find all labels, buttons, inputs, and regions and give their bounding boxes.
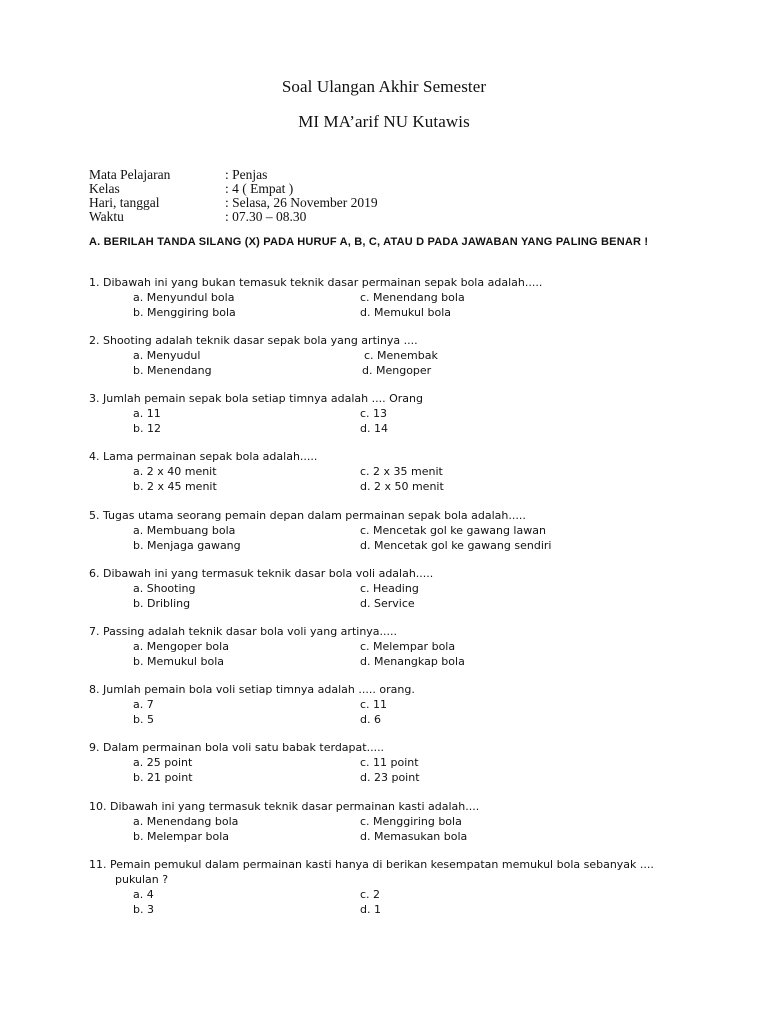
question-item xyxy=(89,275,689,320)
option-row xyxy=(89,902,689,917)
instruction-heading: A. BERILAH TANDA SILANG (X) PADA HURUF A, B, C, ATAU D PADA JAWABAN YANG PALING BENAR ! xyxy=(89,236,649,248)
info-value: : 07.30 – 08.30 xyxy=(225,209,307,224)
option-c: c. 11 xyxy=(360,698,388,711)
info-label: Mata Pelajaran xyxy=(89,167,171,182)
option-c: c. Menggiring bola xyxy=(360,815,462,828)
option-a: a. 2 x 40 menit xyxy=(133,465,217,478)
question-item xyxy=(89,508,689,553)
option-row xyxy=(89,596,689,611)
option-b: b. Menjaga gawang xyxy=(133,539,241,552)
question-item xyxy=(89,740,689,785)
question-text: 3. Jumlah pemain sepak bola setiap timnya adalah .... Orang xyxy=(89,392,423,405)
option-row xyxy=(89,697,689,712)
question-text: 7. Passing adalah teknik dasar bola voli yang artinya..... xyxy=(89,625,398,638)
question-text: 1. Dibawah ini yang bukan temasuk teknik dasar permainan sepak bola adalah..... xyxy=(89,276,543,289)
option-b: b. Melempar bola xyxy=(133,830,230,843)
option-a: a. Menyundul bola xyxy=(133,291,235,304)
option-d: d. Mengoper xyxy=(362,364,432,377)
option-row xyxy=(89,829,689,844)
option-a: a. 4 xyxy=(133,888,154,901)
option-b: b. Menendang xyxy=(133,364,212,377)
question-item xyxy=(89,799,689,844)
option-d: d. 2 x 50 menit xyxy=(360,480,444,493)
option-d: d. Service xyxy=(360,597,415,610)
info-value: : 4 ( Empat ) xyxy=(225,181,294,196)
question-text: 10. Dibawah ini yang termasuk teknik dasar permainan kasti adalah.... xyxy=(89,800,480,813)
info-value: : Penjas xyxy=(225,167,268,182)
option-row xyxy=(89,290,689,305)
question-text: 8. Jumlah pemain bola voli setiap timnya adalah ..... orang. xyxy=(89,683,415,696)
option-row xyxy=(89,406,689,421)
option-row xyxy=(89,654,689,669)
option-c: c. Mencetak gol ke gawang lawan xyxy=(360,524,546,537)
question-text: 11. Pemain pemukul dalam permainan kasti hanya di berikan kesempatan memukul bola sebanyak .... xyxy=(89,858,654,871)
option-row xyxy=(89,887,689,902)
option-d: d. Memukul bola xyxy=(360,306,451,319)
option-b: b. 2 x 45 menit xyxy=(133,480,217,493)
question-item xyxy=(89,333,689,378)
option-a: a. Membuang bola xyxy=(133,524,236,537)
question-item xyxy=(89,682,689,727)
option-row xyxy=(89,421,689,436)
option-row xyxy=(89,479,689,494)
option-a: a. 11 xyxy=(133,407,161,420)
option-b: b. Memukul bola xyxy=(133,655,224,668)
option-d: d. 1 xyxy=(360,903,381,916)
question-text: 2. Shooting adalah teknik dasar sepak bola yang artinya .... xyxy=(89,334,418,347)
option-row xyxy=(89,305,689,320)
option-row xyxy=(89,523,689,538)
option-a: a. 25 point xyxy=(133,756,193,769)
option-a: a. Menendang bola xyxy=(133,815,239,828)
info-value: : Selasa, 26 November 2019 xyxy=(225,195,378,210)
option-c: c. Menendang bola xyxy=(360,291,465,304)
option-row xyxy=(89,639,689,654)
question-item xyxy=(89,857,689,917)
option-d: d. Mencetak gol ke gawang sendiri xyxy=(360,539,552,552)
question-text-continued: pukulan ? xyxy=(115,873,169,886)
option-row xyxy=(89,770,689,785)
option-c: c. Menembak xyxy=(364,349,438,362)
question-text: 6. Dibawah ini yang termasuk teknik dasar bola voli adalah..... xyxy=(89,567,434,580)
option-b: b. Dribling xyxy=(133,597,191,610)
option-row xyxy=(89,464,689,479)
option-a: a. Shooting xyxy=(133,582,196,595)
option-a: a. Mengoper bola xyxy=(133,640,229,653)
question-item xyxy=(89,391,689,436)
page-title: Soal Ulangan Akhir Semester xyxy=(281,77,487,96)
option-a: a. 7 xyxy=(133,698,154,711)
option-d: d. 6 xyxy=(360,713,381,726)
info-label: Kelas xyxy=(89,181,120,196)
option-c: c. Heading xyxy=(360,582,419,595)
option-row xyxy=(89,538,689,553)
question-item xyxy=(89,566,689,611)
question-text: 5. Tugas utama seorang pemain depan dalam permainan sepak bola adalah..... xyxy=(89,509,526,522)
option-c: c. Melempar bola xyxy=(360,640,456,653)
option-d: d. Memasukan bola xyxy=(360,830,468,843)
option-row xyxy=(89,712,689,727)
option-b: b. 5 xyxy=(133,713,154,726)
option-a: a. Menyudul xyxy=(133,349,201,362)
option-d: d. 23 point xyxy=(360,771,420,784)
option-row xyxy=(89,755,689,770)
option-row xyxy=(89,581,689,596)
option-c: c. 2 xyxy=(360,888,381,901)
option-row xyxy=(89,348,689,363)
option-row xyxy=(89,363,689,378)
option-b: b. 3 xyxy=(133,903,154,916)
option-d: d. 14 xyxy=(360,422,388,435)
option-c: c. 2 x 35 menit xyxy=(360,465,443,478)
question-text: 4. Lama permainan sepak bola adalah..... xyxy=(89,450,318,463)
question-item xyxy=(89,449,689,494)
question-text: 9. Dalam permainan bola voli satu babak terdapat..... xyxy=(89,741,385,754)
option-c: c. 13 xyxy=(360,407,388,420)
option-d: d. Menangkap bola xyxy=(360,655,465,668)
option-b: b. 21 point xyxy=(133,771,193,784)
question-item xyxy=(89,624,689,669)
info-label: Hari, tanggal xyxy=(89,195,160,210)
option-row xyxy=(89,814,689,829)
option-c: c. 11 point xyxy=(360,756,419,769)
option-b: b. 12 xyxy=(133,422,161,435)
school-name: MI MA’arif NU Kutawis xyxy=(298,112,470,131)
info-label: Waktu xyxy=(89,209,124,224)
option-b: b. Menggiring bola xyxy=(133,306,236,319)
